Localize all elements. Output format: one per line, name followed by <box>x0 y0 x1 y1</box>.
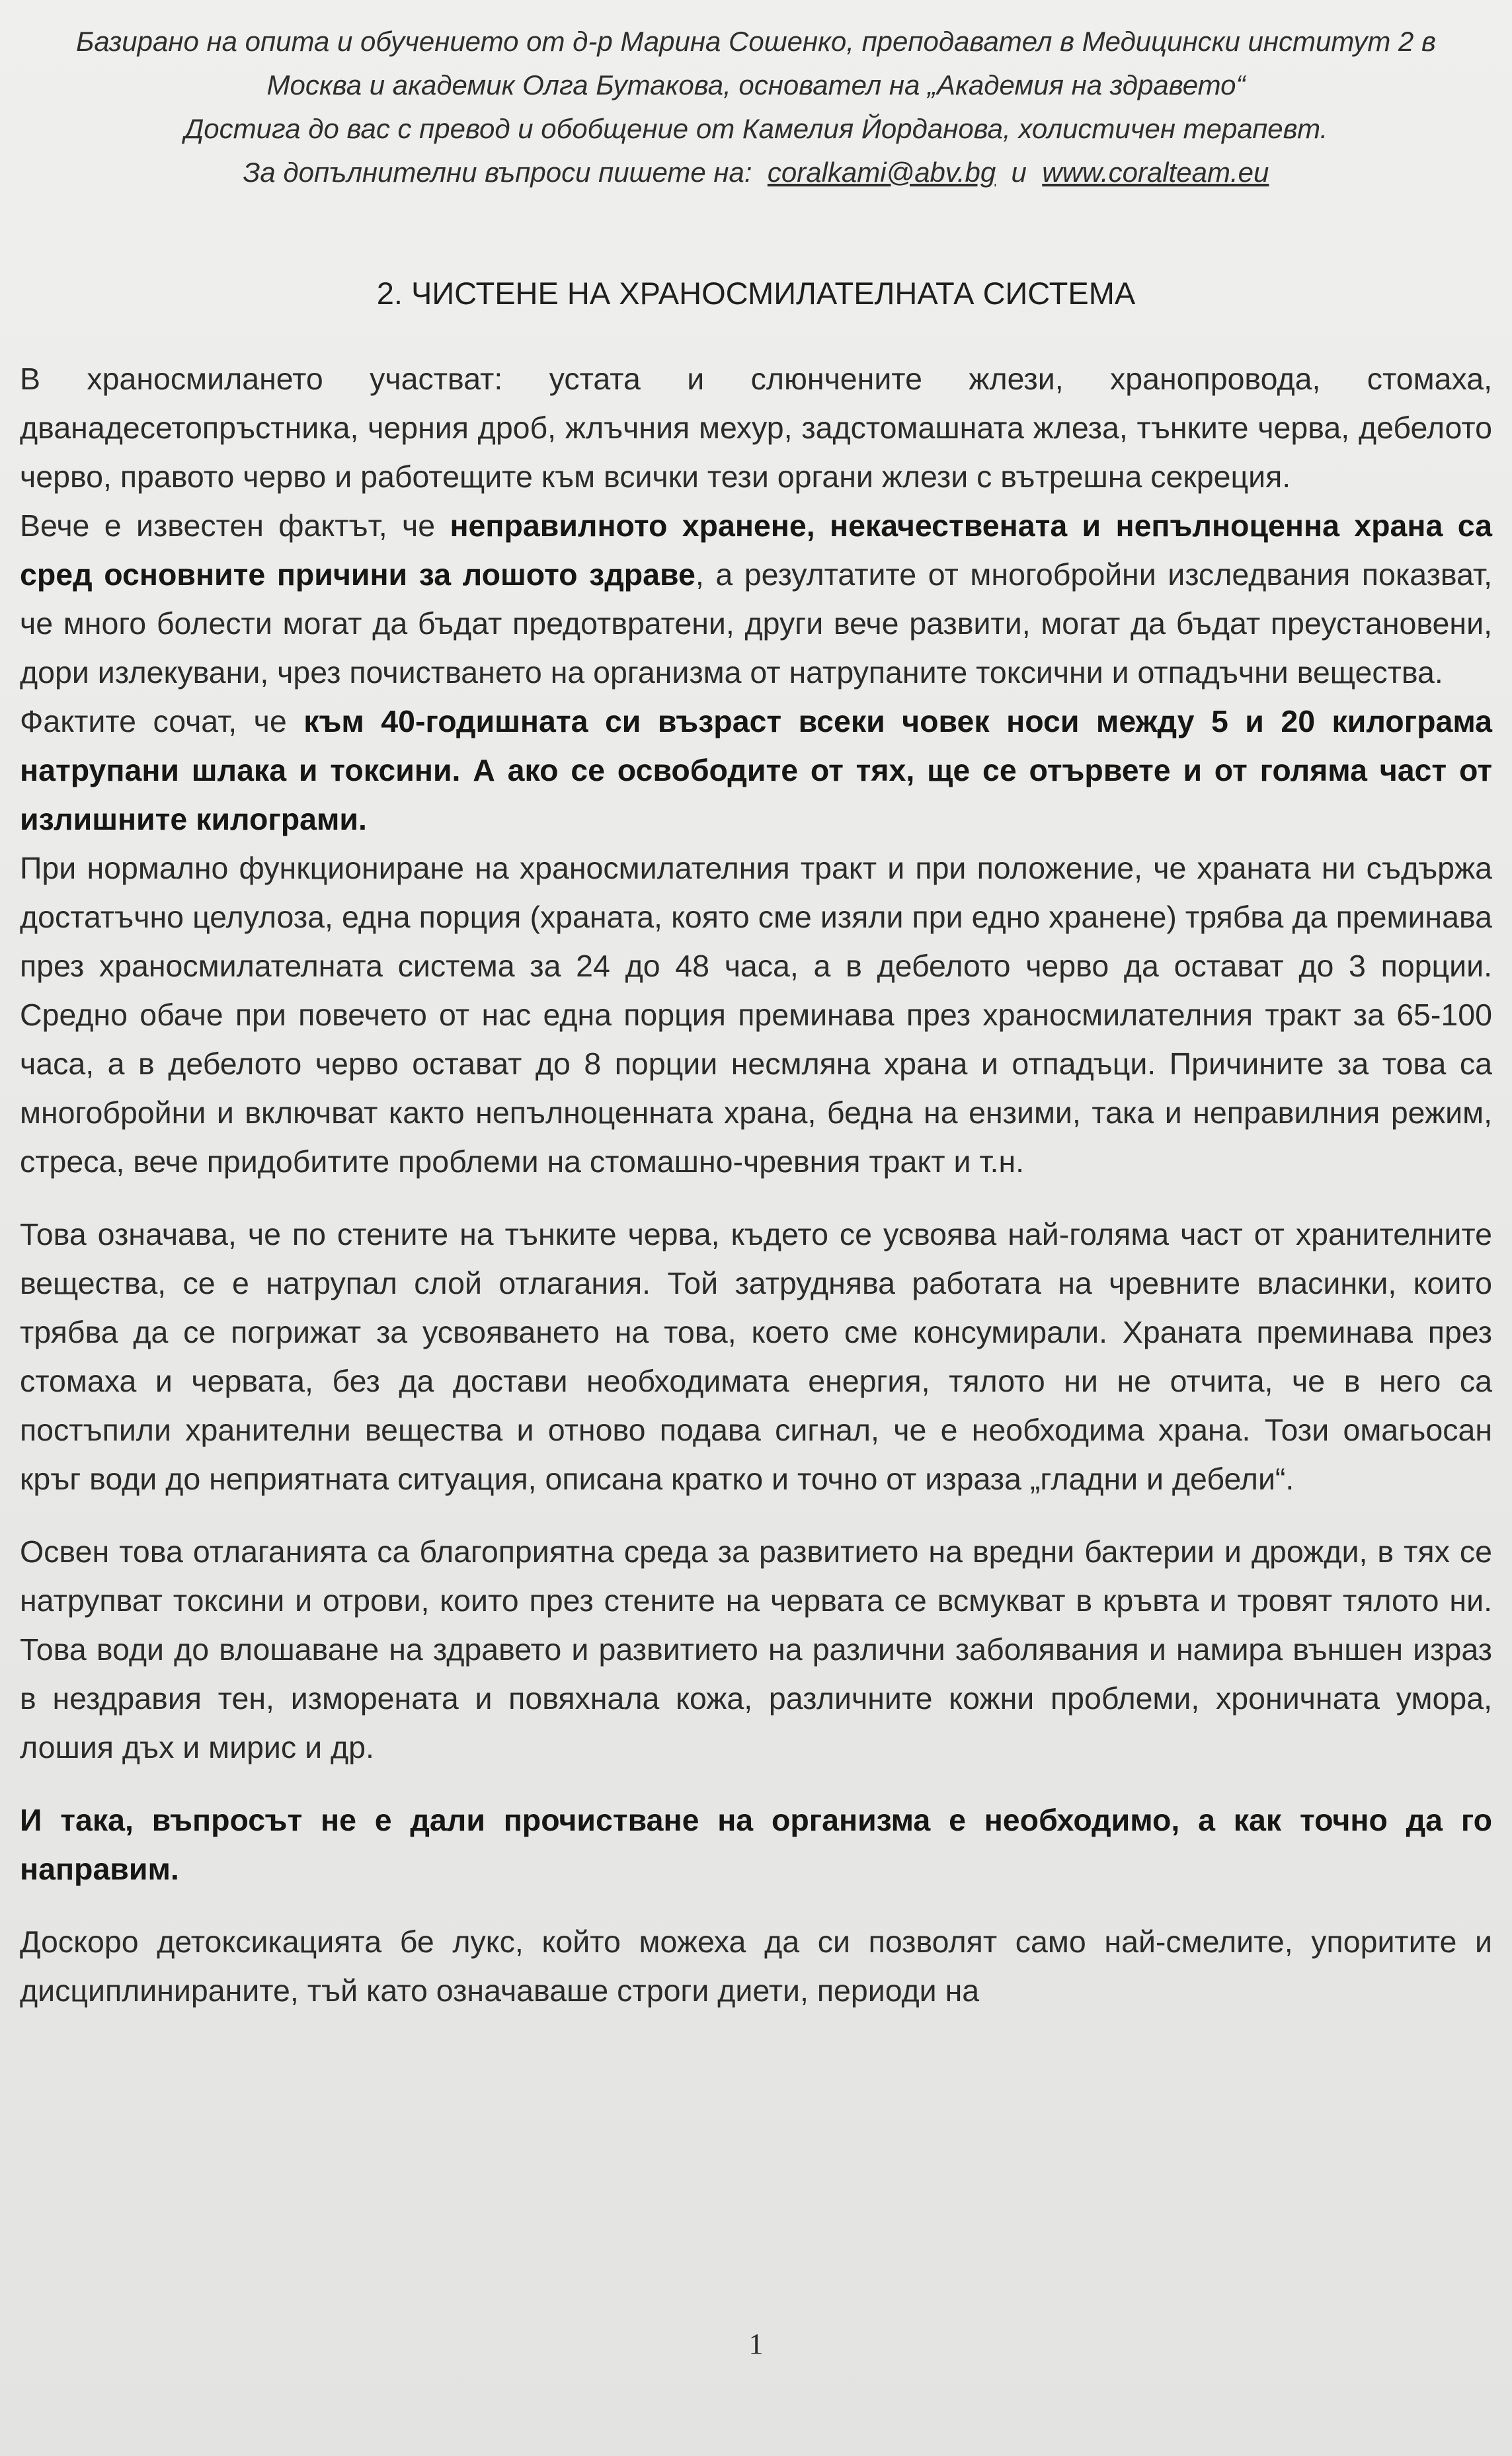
paragraph-3-lead: Фактите сочат, че <box>20 704 304 738</box>
section-title: 2. ЧИСТЕНЕ НА ХРАНОСМИЛАТЕЛНАТА СИСТЕМА <box>376 276 1136 311</box>
paragraph-6: Освен това отлаганията са благоприятна среда за развитието на вредни бактерии и дрожди, в тях се натрупват токсини и отрови, които през стените на червата се всмукват в кръвта и тровят тялото ни. Това води до влошаване на здравето и развитието на различни заболявания и намира външен израз в нездравия тен, изморената и повяхнала кожа, различните кожни проблеми, хроничната умора, лошия дъх и мирис и др. <box>20 1534 1492 1764</box>
attribution-header <box>20 20 1492 194</box>
paragraph-2-lead: Вече е известен фактът, че <box>20 508 450 543</box>
paragraph-4: При нормално функциониране на храносмилателния тракт и при положение, че храната ни съдържа достатъчно целулоза, една порция (храната, която сме изяли при едно хранене) трябва да преминава през храносмилателната система за 24 до 48 часа, а в дебелото черво да остават до 3 порции. Средно обаче при повечето от нас една порция преминава през храносмилателния тракт за 65-100 часа, а в дебелото черво остават до 8 порции несмляна храна и отпадъци. Причините за това са многобройни и включват както непълноценната храна, бедна на ензими, така и неправилния режим, стреса, вече придобитите проблеми на стомашно-чревния тракт и т.н. <box>20 851 1492 1179</box>
paragraph-2 <box>20 501 1492 697</box>
body-text <box>20 354 1492 2015</box>
paragraph-2-rest: , а резултатите от многобройни изследвания показват, че много болести могат да бъдат предотвратени, други вече развити, могат да бъдат преустановени, дори излекувани, чрез почистването на организма от натрупаните токсични и отпадъчни вещества. <box>20 557 1492 690</box>
paragraph-2-emphasis: неправилното хранене, некачествената и непълноценна храна са сред основните причини за лошото здраве <box>20 508 1492 592</box>
paragraph-7 <box>20 1796 1492 1893</box>
header-line-2: Москва и академик Олга Бутакова, основател на „Академия на здравето“ <box>266 69 1246 100</box>
page-number: 1 <box>748 2328 764 2360</box>
header-line-4 <box>20 151 1492 194</box>
paragraph-5: Това означава, че по стените на тънките черва, където се усвоява най-голяма част от хранителните вещества, се е натрупал слой отлагания. Той затруднява работата на чревните власинки, които трябва да се погрижат за усвояването на това, което сме консумирали. Храната преминава през стомаха и червата, без да достави необходимата енергия, тялото ни не отчита, че в него са постъпили хранителни вещества и отново подава сигнал, че е необходима храна. Този омагьосан кръг води до неприятната ситуация, описана кратко и точно от израза „гладни и дебели“. <box>20 1217 1492 1496</box>
paragraph-7-emphasis: И така, въпросът не е дали прочистване на организма е необходимо, а как точно да го направим. <box>20 1803 1492 1886</box>
paragraph-3-emphasis: към 40-годишната си възраст всеки човек носи между 5 и 20 килограма натрупани шлака и токсини. А ако се освободите от тях, ще се отървете и от голяма част от излишните килограми. <box>20 704 1492 836</box>
contact-connector: и <box>1011 157 1027 188</box>
header-line-3: Достига до вас с превод и обобщение от Камелия Йорданова, холистичен терапевт. <box>184 113 1328 144</box>
paragraph-8: Доскоро детоксикацията бе лукс, който можеха да си позволят само най-смелите, упоритите и дисциплинираните, тъй като означаваше строги диети, периоди на <box>20 1924 1492 2008</box>
header-line-1: Базирано на опита и обучението от д-р Марина Сошенко, преподавател в Медицински институт 2 в <box>76 26 1436 57</box>
email-link[interactable]: coralkami@abv.bg <box>767 157 996 188</box>
website-link[interactable]: www.coralteam.eu <box>1042 157 1269 188</box>
paragraph-3 <box>20 697 1492 844</box>
contact-prefix: За допълнителни въпроси пишете на: <box>243 157 752 188</box>
paragraph-1: В храносмилането участват: устата и слюнчените жлези, хранопровода, стомаха, дванадесетопръстника, черния дроб, жлъчния мехур, задстомашната жлеза, тънките черва, дебелото черво, правото черво и работещите към всички тези органи жлези с вътрешна секреция. <box>20 362 1492 494</box>
